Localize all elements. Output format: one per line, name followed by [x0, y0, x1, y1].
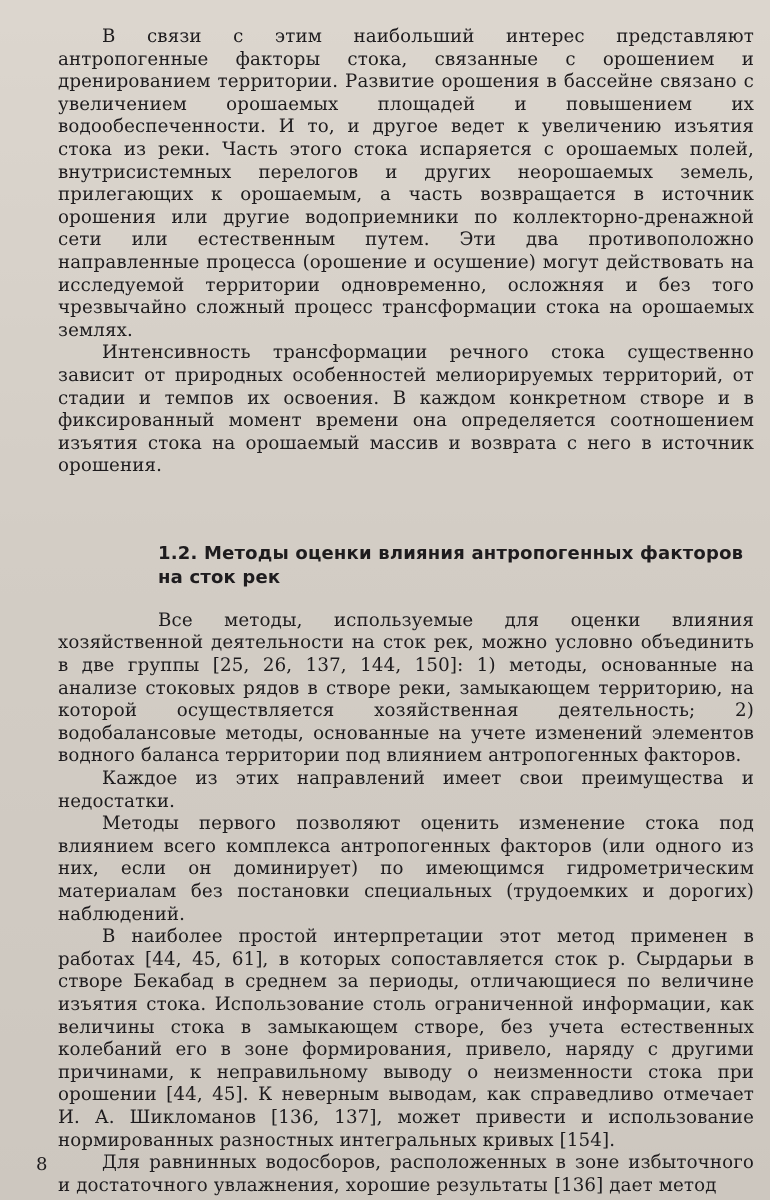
- paragraph-section-3: Методы первого позволяют оценить изменение стока под влиянием всего комплекса антропогенных факторов (или одного из них, если он доминирует) по имеющимся гидрометрическим материалам без постановки специальных (трудоемких и дорогих) наблюдений.: [58, 813, 754, 925]
- paragraph-section-5: Для равнинных водосборов, расположенных в зоне избыточного и достаточного увлажнения, хорошие результаты [136] дает метод: [58, 1152, 754, 1196]
- page-number: 8: [36, 1154, 48, 1175]
- paragraph-section-1: Все методы, используемые для оценки влияния хозяйственной деятельности на сток рек, можно условно объединить в две группы [25, 26, 137, 144, 150]: 1) методы, основанные на анализе стоковых рядов в створе реки, замыкающем территорию, на которой осуществляется хозяйственная деятельность; 2) водобалансовые методы, основанные на учете изменений элементов водного баланса территории под влиянием антропогенных факторов.: [58, 609, 754, 767]
- section-heading: 1.2. Методы оценки влияния антропогенных факторов на сток рек: [158, 542, 744, 588]
- page-content: [58, 26, 754, 1197]
- paragraph-intro-2: Интенсивность трансформации речного стока существенно зависит от природных особенностей мелиорируемых территорий, от стадии и темпов их освоения. В каждом конкретном створе и в фиксированный момент времени она определяется соотношением изъятия стока на орошаемый массив и возврата с него в источник орошения.: [58, 342, 754, 477]
- paragraph-intro-1: В связи с этим наибольший интерес представляют антропогенные факторы стока, связанные с орошением и дренированием территории. Развитие орошения в бассейне связано с увеличением орошаемых площадей и повышением их водообеспеченности. И то, и другое ведет к увеличению изъятия стока из реки. Часть этого стока испаряется с орошаемых полей, внутрисистемных перелогов и других неорошаемых земель, прилегающих к орошаемым, а часть возвращается в источник орошения или другие водоприемники по коллекторно-дренажной сети или естественным путем. Эти два противоположно направленные процесса (орошение и осушение) могут действовать на исследуемой территории одновременно, осложняя и без того чрезвычайно сложный процесс трансформации стока на орошаемых землях.: [58, 26, 754, 341]
- paragraph-section-4: В наиболее простой интерпретации этот метод применен в работах [44, 45, 61], в которых сопоставляется сток р. Сырдарьи в створе Бекабад в среднем за периоды, отличающиеся по величине изъятия стока. Использование столь ограниченной информации, как величины стока в замыкающем створе, без учета естественных колебаний его в зоне формирования, привело, наряду с другими причинами, к неправильному выводу о неизменности стока при орошении [44, 45]. К неверным выводам, как справедливо отмечает И. А. Шикломанов [136, 137], может привести и использование нормированных разностных интегральных кривых [154].: [58, 926, 754, 1151]
- paragraph-section-2: Каждое из этих направлений имеет свои преимущества и недостатки.: [58, 768, 754, 812]
